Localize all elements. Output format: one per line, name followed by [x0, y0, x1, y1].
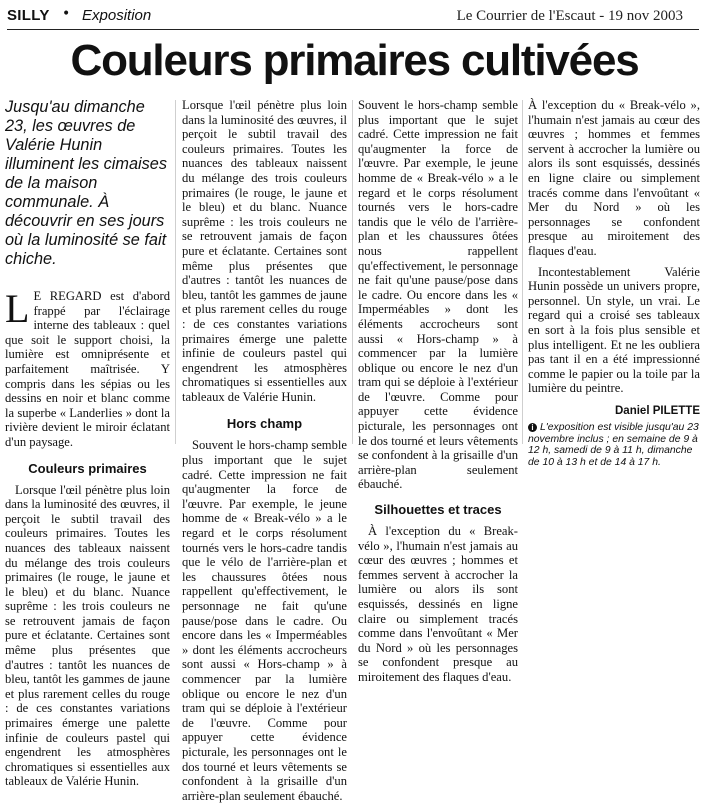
subhead-hors-champ: Hors champ	[226, 416, 303, 432]
drop-cap: L	[5, 286, 30, 331]
paragraph-hors-champ: Souvent le hors-champ semble plus important que le sujet cadré. Cette impression ne fait qu'augmenter la force de l'œuvre. Par exemple, le jeune homme de « Break-vélo » a le regard et le corps résolument tournés vers le hors-cadre tandis que le vélo de l'arrière-plan et les chaussures ôtées nous rappellent qu'effectivement, le personnage ne fait qu'une pause/pose dans le cadre. Ou encore dans les « Imperméables » dont les éléments accrocheurs sont aussi « Hors-champ » à commencer par la lumière oblique ou encore le nez d'un tram qui se déploie à l'extérieur de l'œuvre. Comme pour appuyer cette évidence picturale, les personnages ont le dos tourné et leurs vêtements se confondent à la grisaille d'un arrière-plan seulement ébauché.	[182, 438, 347, 803]
paragraph-couleurs-primaires: Lorsque l'œil pénètre plus loin dans la luminosité des œuvres, il perçoit le subtil travail des couleurs primaires. Toutes les nuances des tableaux naissent du mélange des trois couleurs primaires (le rouge, le jaune et le bleu) et du blanc. Nuance suprême : les trois couleurs ne se retrouvent jamais de façon pure et éclatante. Certaines sont même plus présentes que d'autres : tantôt les nuances de bleu, tantôt les gammes de jaune et plus rarement celles du rouge : de ces constantes variations primaires émerge une palette infinie de couleurs pastel qui engendrent les atmosphères chromatiques si essentielles aux tableaux de Valérie Hunin.	[5, 482, 170, 789]
column-rule	[522, 100, 523, 444]
column-2	[182, 98, 347, 803]
header-rule	[7, 29, 699, 30]
paragraph-silhouettes-cont: À l'exception du « Break-vélo », l'humain n'est jamais au cœur des œuvres ; hommes et femmes servent à accrocher la lumière ou alors ils sont esquissés, dessinés en ligne claire ou simplement tracés comme dans l'envoûtant « Mer du Nord » où les personnages se confondent presque au miroitement des flaques d'eau.	[528, 98, 700, 258]
section-kicker: SILLY	[7, 7, 50, 24]
topic-kicker: Exposition	[82, 7, 152, 24]
exhibition-info	[528, 422, 700, 469]
paragraph-hors-champ-cont: Souvent le hors-champ semble plus important que le sujet cadré. Cette impression ne fait qu'augmenter la force de l'œuvre. Par exemple, le jeune homme de « Break-vélo » a le regard et le corps résolument tournés vers le hors-cadre tandis que le vélo de l'arrière-plan et les chaussures ôtées nous rappellent qu'effectivement, le personnage ne fait qu'une pause/pose dans le cadre. Ou encore dans les « Imperméables » dont les éléments accrocheurs sont aussi « Hors-champ » à commencer par la lumière oblique ou encore le nez d'un tram qui se déploie à l'extérieur de l'œuvre. Comme pour appuyer cette évidence picturale, les personnages ont le dos tourné et leurs vêtements se confondent à la grisaille d'un arrière-plan seulement ébauché.	[358, 98, 518, 492]
chapo: Jusqu'au dimanche 23, les œuvres de Valérie Hunin illuminent les cimaises de la maison communale. À découvrir en ses jours où la luminosité se fait chiche.	[5, 98, 167, 268]
info-icon: i	[528, 423, 537, 432]
subhead-couleurs-primaires: Couleurs primaires	[28, 460, 147, 476]
column-rule	[352, 100, 353, 444]
intro-paragraph	[5, 286, 170, 450]
masthead-date: Le Courrier de l'Escaut - 19 nov 2003	[456, 8, 683, 24]
column-1	[5, 98, 170, 789]
paragraph-couleurs-primaires-cont: Lorsque l'œil pénètre plus loin dans la luminosité des œuvres, il perçoit le subtil travail des couleurs primaires. Toutes les nuances des tableaux naissent du mélange des trois couleurs primaires (le rouge, le jaune et le bleu) et du blanc. Nuance suprême : les trois couleurs ne se retrouvent jamais de façon pure et éclatante. Certaines sont même plus présentes que d'autres : tantôt les nuances de bleu, tantôt les gammes de jaune et plus rarement celles du rouge : de ces constantes variations primaires émerge une palette infinie de couleurs pastel qui engendrent les atmosphères chromatiques si essentielles aux tableaux de Valérie Hunin.	[182, 98, 347, 404]
column-4	[528, 98, 700, 469]
headline: Couleurs primaires cultivées	[70, 36, 639, 85]
byline: Daniel PILETTE	[615, 404, 700, 417]
kicker-bullet: •	[62, 6, 71, 22]
exhibition-info-text: L'exposition est visible jusqu'au 23 novembre inclus ; en semaine de 9 à 12 h, samedi de 9 à 11 h, dimanche de 10 à 13 h et de 14 à 17 h.	[528, 421, 699, 469]
column-3	[358, 98, 518, 684]
subhead-silhouettes: Silhouettes et traces	[374, 502, 502, 518]
column-rule	[175, 100, 176, 444]
paragraph-silhouettes: À l'exception du « Break-vélo », l'humain n'est jamais au cœur des œuvres ; hommes et femmes servent à accrocher la lumière ou alors ils sont esquissés, dessinés en ligne claire ou simplement tracés comme dans l'envoûtant « Mer du Nord » où les personnages se confondent presque au miroitement des flaques d'eau.	[358, 524, 518, 684]
paragraph-conclusion: Incontestablement Valérie Hunin possède un univers propre, personnel. Un style, un vrai. Le regard qui a croisé ses tableaux en sort à la fois plus sensible et plus intelligent. Et ne les oubliera pas tant il en a été impressionné comme le papier ou la toile par la lumière du peintre.	[528, 264, 700, 396]
intro-text: E REGARD est d'abord frappé par l'éclairage interne des tableaux : quel que soit le support choisi, la lumière est omniprésente et parfaitement maîtrisée. Y compris dans les sépias ou les dessins en noir et blanc comme la superbe « Landerlies » dont la rivière devient le miroir éclatant d'un paysage.	[5, 289, 170, 449]
